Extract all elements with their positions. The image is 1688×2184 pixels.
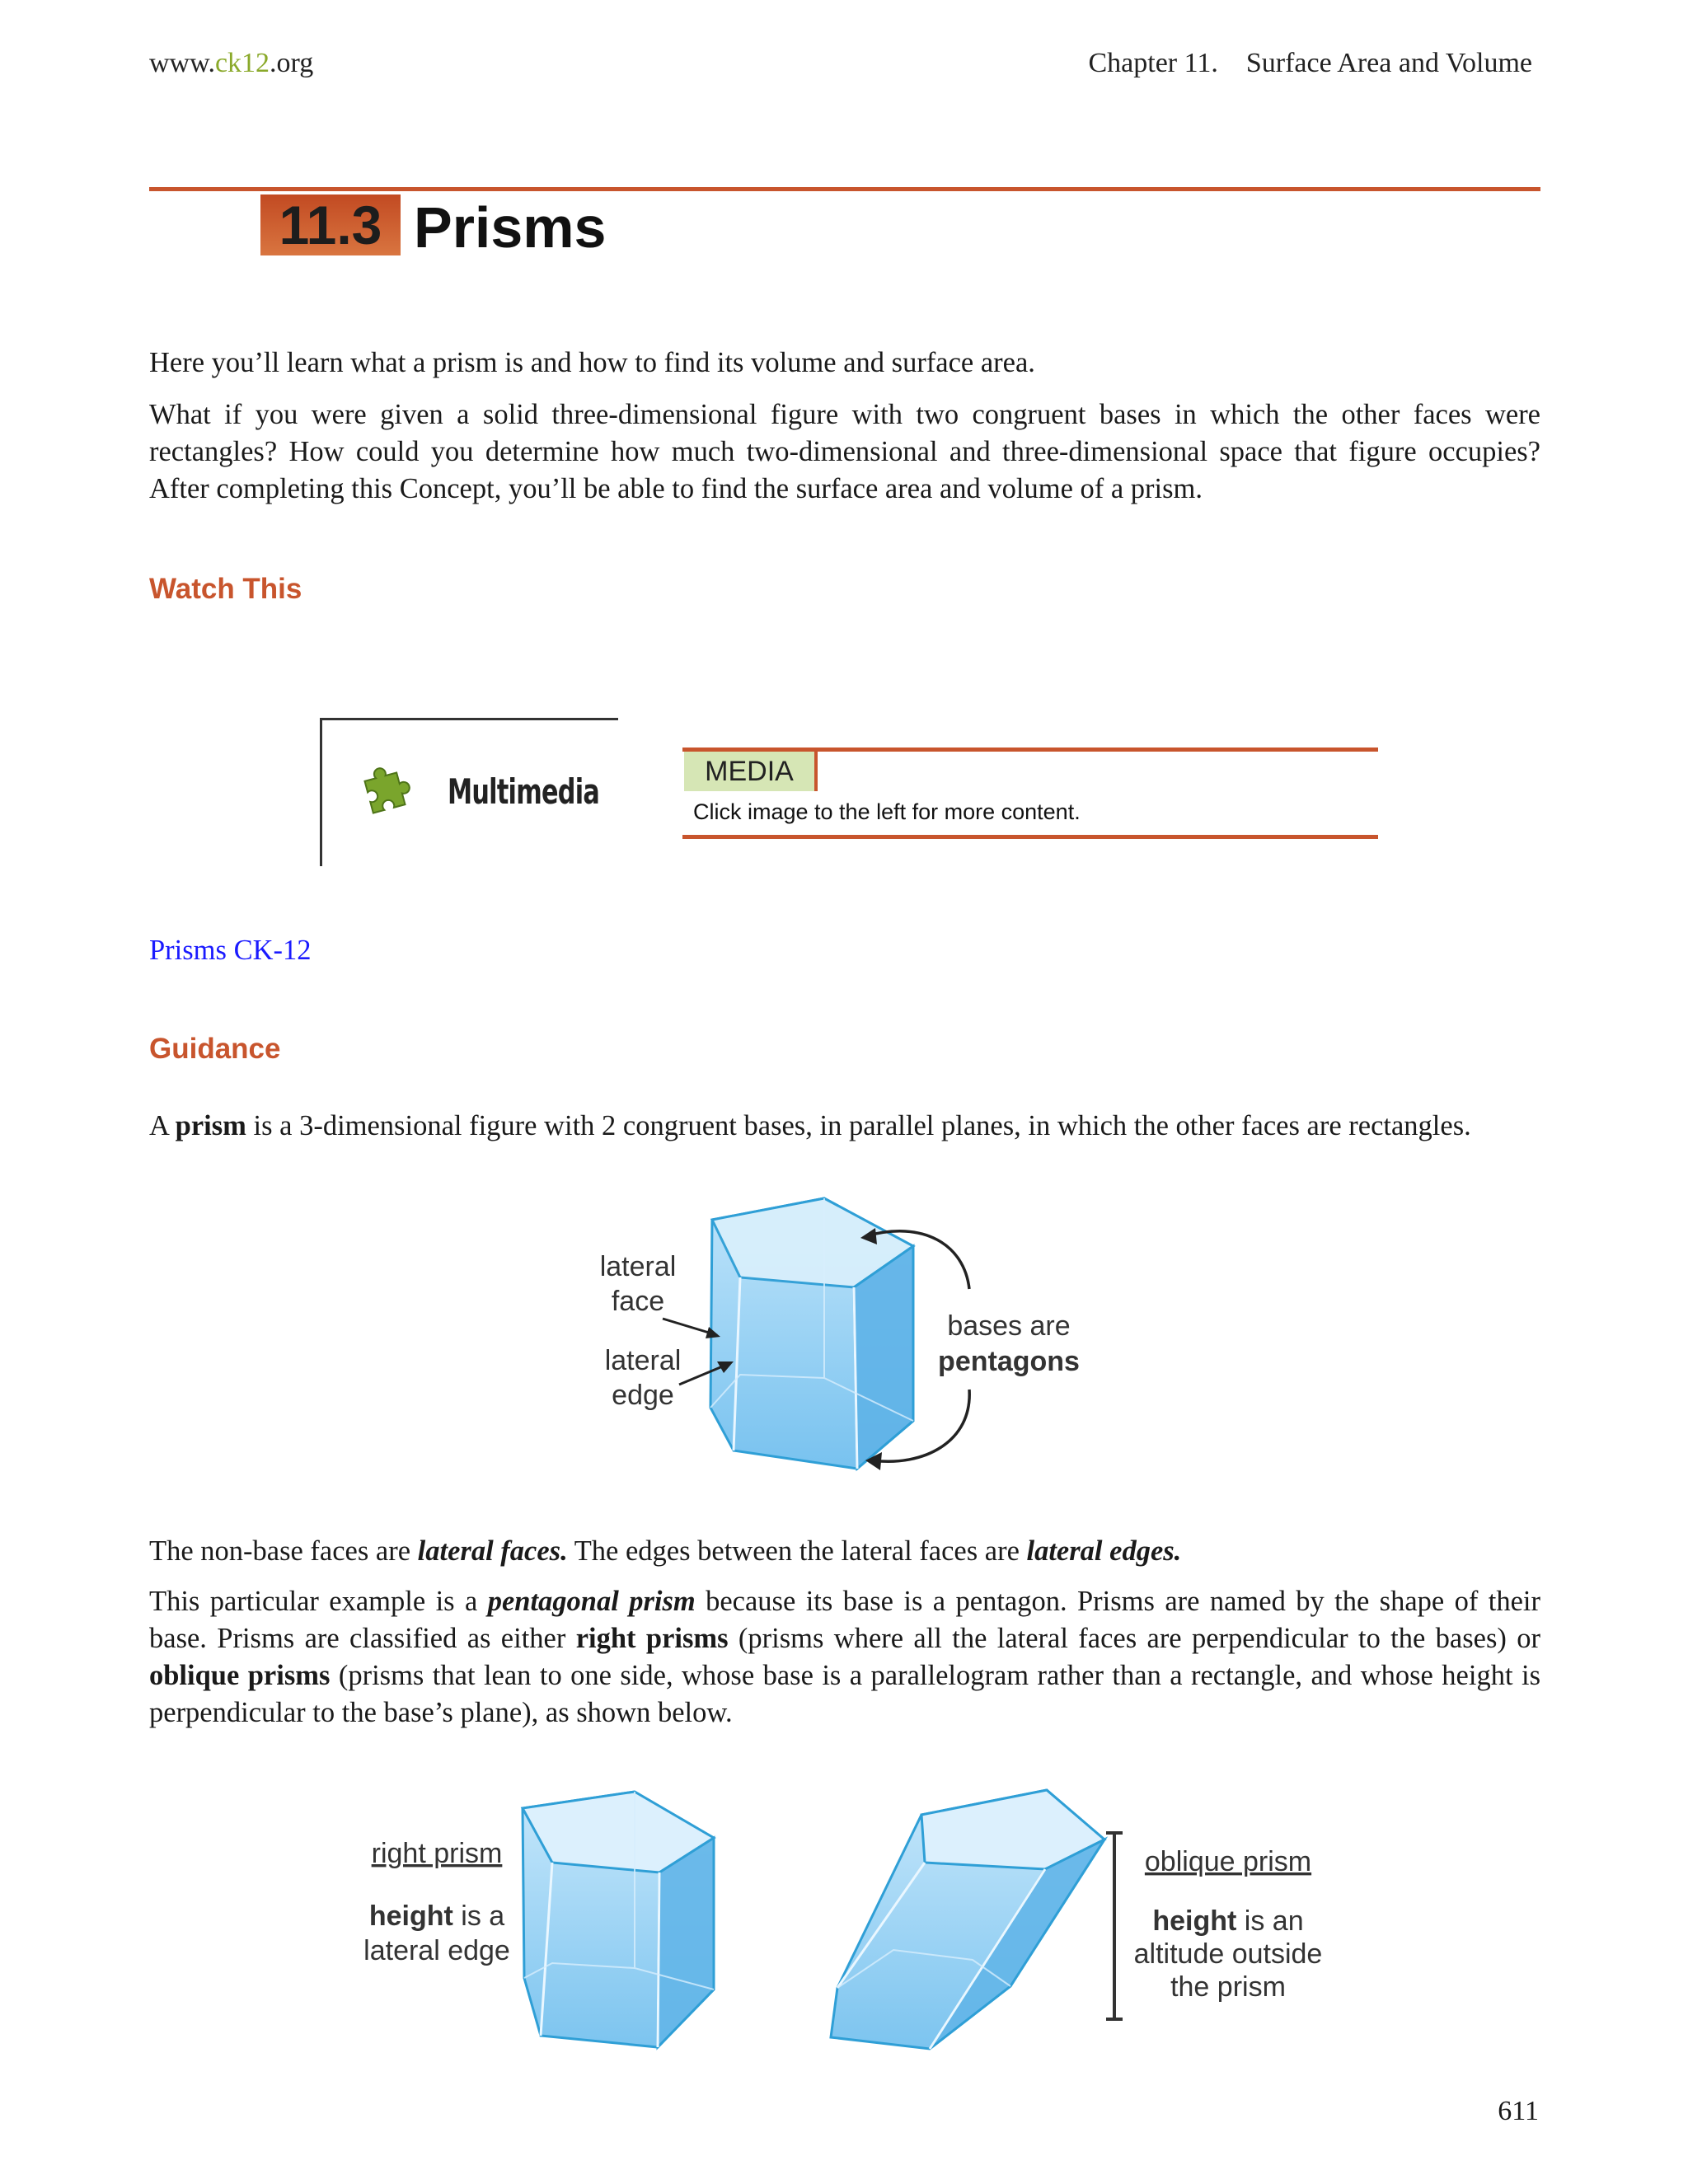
label-lateral-face-2: face <box>611 1286 665 1317</box>
oblique-height-bold: height <box>1152 1905 1237 1937</box>
right-height-rest: is a <box>452 1900 505 1932</box>
term-lateral-faces: lateral faces. <box>417 1535 568 1567</box>
right-height-line-1 <box>369 1900 504 1932</box>
oblique-prism-title: oblique prism <box>1144 1846 1312 1877</box>
media-tag: MEDIA <box>684 752 818 791</box>
media-caption: Click image to the left for more content. <box>693 799 1081 824</box>
prism-definition <box>149 1108 1540 1145</box>
section-title: Prisms <box>414 195 607 260</box>
def-lead: A <box>149 1110 176 1141</box>
site-brand: ck12 <box>214 48 270 78</box>
site-suffix: .org <box>270 48 314 78</box>
def-rest: is a 3-dimensional figure with 2 congruent bases, in parallel planes, in which the other faces are rectangles. <box>246 1110 1471 1141</box>
right-oblique-prism-figure <box>346 1772 1352 2052</box>
video-link[interactable]: Prisms CK-12 <box>149 935 312 966</box>
thumbnail-label: Multimedia <box>448 771 600 812</box>
page-number: 611 <box>1498 2096 1539 2126</box>
intro <box>149 344 1540 508</box>
media-rule-bottom <box>682 835 1378 839</box>
nonbase-a: The non-base faces are <box>149 1535 418 1567</box>
guidance-heading: Guidance <box>149 1033 281 1065</box>
right-height-line-2: lateral edge <box>363 1935 510 1966</box>
nonbase-paragraph <box>149 1533 1540 1570</box>
def-term: prism <box>175 1110 246 1141</box>
intro-paragraph-1: Here you’ll learn what a prism is and how to find its volume and surface area. <box>149 347 1035 378</box>
oblique-height-rest: is an <box>1236 1905 1304 1937</box>
term-lateral-edges: lateral edges. <box>1026 1535 1182 1567</box>
label-lateral-edge-2: edge <box>612 1380 674 1411</box>
oblique-height-line-3: the prism <box>1170 1971 1286 2003</box>
section-number: 11.3 <box>260 194 401 255</box>
intro-paragraph-2: What if you were given a solid three-dimensional figure with two congruent bases in which the other faces were rectangles? How could you determine how much two-dimensional and three-dimensional space that figure occupies? After completing this Concept, you’ll be able to find the surface area and volume of a prism. <box>149 399 1540 504</box>
site-prefix: www. <box>149 48 215 78</box>
pentagonal-prism-figure <box>577 1187 1121 1483</box>
title-rule <box>149 187 1540 191</box>
class-b: because its base is a pentagon. Prisms are named by the shape of their base. Prisms are classified as either <box>149 1586 1540 1654</box>
right-height-bold: height <box>368 1900 453 1932</box>
chapter-header: Chapter 11. Surface Area and Volume <box>1088 48 1532 78</box>
oblique-height-line-2: altitude outside <box>1133 1938 1323 1970</box>
right-prism-title: right prism <box>371 1838 503 1869</box>
site-url[interactable] <box>149 48 313 79</box>
label-lateral-face-1: lateral <box>599 1251 677 1282</box>
label-bases-2: pentagons <box>938 1346 1080 1377</box>
class-d: (prisms that lean to one side, whose base is a parallelogram rather than a rectangle, and whose height is perpendicular to the base’s plane), as shown below. <box>149 1660 1540 1728</box>
watch-heading: Watch This <box>149 573 302 605</box>
class-c: (prisms where all the lateral faces are perpendicular to the bases) or <box>728 1623 1540 1654</box>
label-bases-1: bases are <box>947 1310 1071 1342</box>
nonbase-b: The edges between the lateral faces are <box>567 1535 1027 1567</box>
guidance-text <box>149 1533 1540 1732</box>
multimedia-thumbnail[interactable] <box>320 718 618 866</box>
classification-paragraph <box>149 1583 1540 1732</box>
term-right-prisms: right prisms <box>575 1623 729 1654</box>
class-a: This particular example is a <box>149 1586 488 1617</box>
term-oblique-prisms: oblique prisms <box>149 1660 331 1691</box>
oblique-height-line-1 <box>1152 1905 1303 1937</box>
term-pentagonal-prism: pentagonal prism <box>487 1586 696 1617</box>
label-lateral-edge-1: lateral <box>604 1345 682 1376</box>
